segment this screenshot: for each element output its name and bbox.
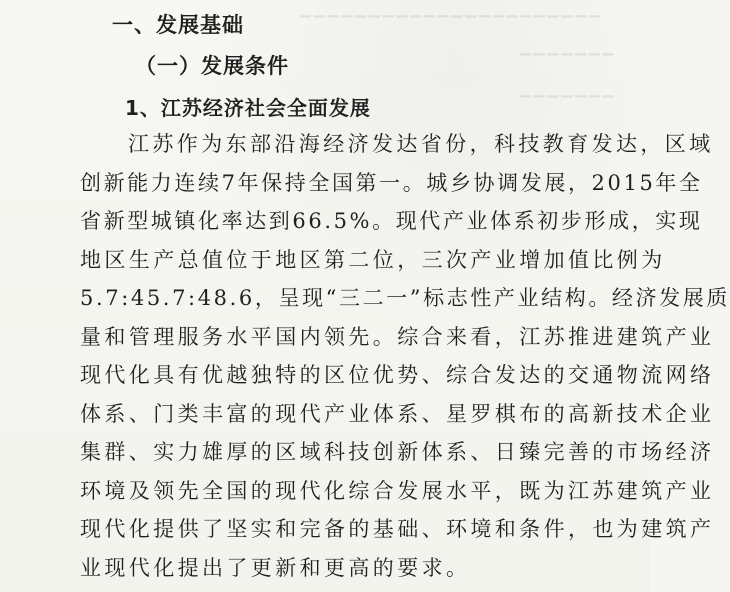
- section-heading: 一、发展基础: [112, 13, 244, 37]
- paragraph-line: 集群、实力雄厚的区域科技创新体系、日臻完善的市场经济: [80, 440, 715, 464]
- paragraph-line: 环境及领先全国的现代化综合发展水平，既为江苏建筑产业: [80, 478, 715, 503]
- paragraph-line: 地区生产总值位于地区第二位，三次产业增加值比例为: [80, 247, 666, 272]
- subsection-heading: （一）发展条件: [135, 54, 289, 78]
- paragraph-line: 省新型城镇化率达到66.5%。现代产业体系初步形成，实现: [80, 209, 703, 233]
- item-heading: 1、江苏经济社会全面发展: [125, 96, 371, 120]
- bleed-through-decoration: ▁▁▁▁▁▁▁▁▁▁▁▁▁▁▁▁▁▁▁▁▁▁: [300, 2, 603, 18]
- bleed-through-decoration: ▁▁▁▁▁▁▁: [520, 82, 617, 98]
- paragraph-line: 体系、门类丰富的现代产业体系、星罗棋布的高新技术企业: [80, 401, 715, 426]
- bleed-through-decoration: ▁▁▁▁▁▁▁: [520, 40, 617, 56]
- paragraph-line: 业现代化提出了更新和更高的要求。: [80, 555, 471, 580]
- paragraph-line: 江苏作为东部沿海经济发达省份，科技教育发达，区域: [128, 132, 714, 156]
- paragraph-line: 5.7:45.7:48.6，呈现“三二一”标志性产业结构。经济发展质: [80, 286, 730, 310]
- body-paragraph: [80, 125, 730, 587]
- paragraph-line: 现代化具有优越独特的区位优势、综合发达的交通物流网络: [80, 363, 715, 387]
- paragraph-line: 创新能力连续7年保持全国第一。城乡协调发展，2015年全: [80, 170, 703, 195]
- paragraph-line: 量和管理服务水平国内领先。综合来看，江苏推进建筑产业: [80, 324, 715, 349]
- paragraph-line: 现代化提供了坚实和完备的基础、环境和条件，也为建筑产: [80, 517, 715, 541]
